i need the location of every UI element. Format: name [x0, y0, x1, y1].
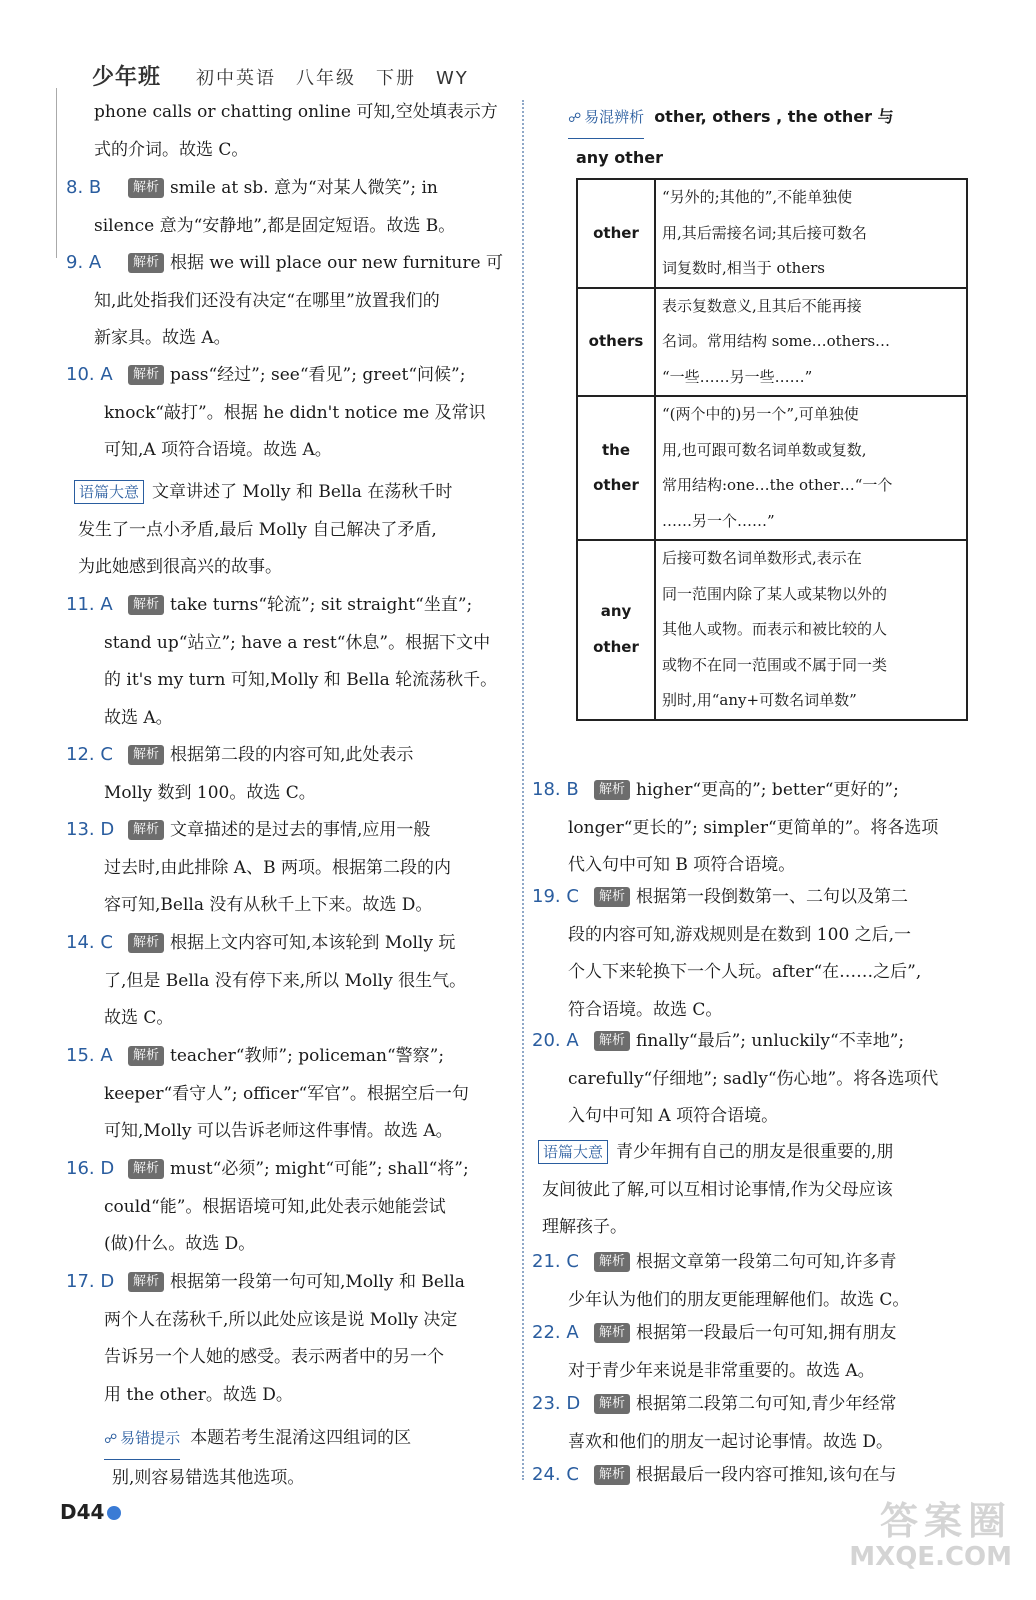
question-number: 23. D	[532, 1393, 581, 1414]
analysis-tag: 解析	[594, 1031, 630, 1051]
analysis-tag: 解析	[128, 178, 164, 198]
page-dot-icon	[107, 1506, 121, 1520]
error-tip	[104, 1420, 514, 1497]
question-number: 10. A	[66, 364, 113, 385]
table-key: any other	[577, 540, 655, 720]
answer-12	[66, 736, 514, 812]
analysis-tag: 解析	[128, 365, 164, 385]
summary-label: 语篇大意	[74, 480, 144, 504]
question-number: 22. A	[532, 1322, 579, 1343]
question-number: 11. A	[66, 594, 113, 615]
answer-text: 故选 C。	[104, 1008, 174, 1028]
analysis-tag: 解析	[128, 595, 164, 615]
answer-11	[66, 586, 514, 737]
brand-logo: 少年班	[92, 64, 162, 90]
answer-text: higher“更高的”; better“更好的”;	[636, 780, 899, 800]
table-row	[577, 288, 967, 397]
table-cell: “另外的;其他的”,不能单独使 用,其后需接名词;其后接可数名 词复数时,相当于 others	[655, 179, 967, 288]
question-number: 13. D	[66, 819, 115, 840]
book-title: 初中英语 八年级 下册 WY	[196, 68, 469, 89]
answer-10	[66, 356, 514, 470]
answer-8	[66, 169, 514, 245]
answer-text: Molly 数到 100。故选 C。	[104, 782, 316, 803]
analysis-tag: 解析	[128, 1159, 164, 1179]
table-row	[577, 396, 967, 540]
answer-text: 根据第一段最后一句可知,拥有朋友	[636, 1323, 897, 1343]
analysis-tag: 解析	[594, 887, 630, 907]
answer-24	[532, 1456, 982, 1495]
analysis-tag: 解析	[128, 820, 164, 840]
analysis-tag: 解析	[594, 1394, 630, 1414]
answer-text: 过去时,由此排除 A、B 两项。根据第二段的内	[104, 857, 451, 878]
answer-16	[66, 1150, 514, 1264]
analysis-tag: 解析	[594, 1465, 630, 1485]
answer-text: 符合语境。故选 C。	[568, 999, 723, 1020]
answer-22	[532, 1314, 982, 1390]
summary-text: 理解孩子。	[542, 1217, 627, 1237]
question-number: 18. B	[532, 779, 579, 800]
question-number: 21. C	[532, 1251, 579, 1272]
tip-text: 本题若考生混淆这四组词的区	[190, 1428, 412, 1448]
answer-text: 根据第二段的内容可知,此处表示	[170, 745, 414, 765]
answer-text: knock“敲打”。根据 he didn't notice me 及常识	[104, 402, 486, 423]
answer-text: 入句中可知 A 项符合语境。	[568, 1106, 779, 1126]
tip-icon: ☍	[104, 1432, 118, 1447]
summary-text: 青少年拥有自己的朋友是很重要的,朋	[616, 1142, 894, 1162]
answer-text: 根据文章第一段第二句可知,许多青	[636, 1252, 897, 1272]
page-number: D44	[60, 1500, 121, 1524]
answer-19	[532, 878, 982, 1029]
table-cell: “(两个中的)另一个”,可单独使 用,也可跟可数名词单数或复数, 常用结构:one…the other…“一个 ……另一个……”	[655, 396, 967, 540]
tip-text: 别,则容易错选其他选项。	[112, 1467, 305, 1488]
answer-text: 根据第一段第一句可知,Molly 和 Bella	[170, 1272, 465, 1292]
answer-text: longer“更长的”; simpler“更简单的”。将各选项	[568, 817, 939, 838]
confuse-title: other, others , the other 与	[654, 107, 894, 126]
answer-text: teacher“教师”; policeman“警察”;	[170, 1046, 445, 1066]
column-divider	[522, 100, 524, 1480]
answer-text: 文章描述的是过去的事情,应用一般	[170, 820, 431, 840]
answer-18	[532, 771, 982, 885]
analysis-tag: 解析	[594, 1252, 630, 1272]
analysis-tag: 解析	[128, 745, 164, 765]
answer-text: 了,但是 Bella 没有停下来,所以 Molly 很生气。	[104, 970, 467, 991]
table-key: other	[577, 179, 655, 288]
answer-text: 对于青少年来说是非常重要的。故选 A。	[568, 1360, 875, 1381]
answer-text: (做)什么。故选 D。	[104, 1234, 256, 1254]
watermark: 答案圈 MXQE.COM	[849, 1499, 1012, 1572]
answer-text: 故选 A。	[104, 707, 173, 728]
error-tip-label: ☍ 易错提示	[104, 1420, 180, 1460]
answer-text: 容可知,Bella 没有从秋千上下来。故选 D。	[104, 895, 433, 915]
question-number: 12. C	[66, 744, 113, 765]
answer-text: 根据第二段第二句可知,青少年经常	[636, 1394, 897, 1414]
table-row	[577, 179, 967, 288]
analysis-tag: 解析	[128, 1272, 164, 1292]
answer-20	[532, 1022, 982, 1136]
question-number: 15. A	[66, 1045, 113, 1066]
table-row	[577, 540, 967, 720]
answer-text: 可知,A 项符合语境。故选 A。	[104, 440, 332, 460]
answer-text: 用 the other。故选 D。	[104, 1384, 293, 1405]
answer-17	[66, 1263, 514, 1414]
answer-text: stand up“站立”; have a rest“休息”。根据下文中	[104, 632, 491, 653]
answer-text: must“必须”; might“可能”; shall“将”;	[170, 1159, 469, 1179]
margin-line	[56, 88, 57, 258]
answer-text: keeper“看守人”; officer“军官”。根据空后一句	[104, 1083, 469, 1104]
answer-text: 知,此处指我们还没有决定“在哪里”放置我们的	[94, 290, 440, 311]
table-key: others	[577, 288, 655, 397]
passage-summary	[538, 1134, 982, 1247]
table-cell: 表示复数意义,且其后不能再接 名词。常用结构 some…others… “一些……另一些……”	[655, 288, 967, 397]
answer-15	[66, 1037, 514, 1151]
answer-text: finally“最后”; unluckily“不幸地”;	[636, 1031, 905, 1051]
question-number: 24. C	[532, 1464, 579, 1485]
cont-line: 式的介词。故选 C。	[94, 139, 249, 160]
answer-text: 喜欢和他们的朋友一起讨论事情。故选 D。	[568, 1431, 894, 1452]
answer-14	[66, 924, 514, 1038]
question-number: 17. D	[66, 1271, 115, 1292]
question-number: 19. C	[532, 886, 579, 907]
answer-9	[66, 244, 514, 358]
answer-13	[66, 811, 514, 925]
confuse-title: any other	[576, 147, 663, 167]
tip-icon: ☍	[568, 111, 582, 126]
table-key: the other	[577, 396, 655, 540]
analysis-tag: 解析	[594, 1323, 630, 1343]
left-column	[94, 94, 514, 169]
analysis-tag: 解析	[128, 253, 164, 273]
answer-text: silence 意为“安静地”,都是固定短语。故选 B。	[94, 215, 456, 236]
question-number: 20. A	[532, 1030, 579, 1051]
question-number: 9. A	[66, 252, 102, 273]
comparison-table	[576, 178, 968, 721]
summary-label: 语篇大意	[538, 1140, 608, 1164]
answer-text: could“能”。根据语境可知,此处表示她能尝试	[104, 1196, 446, 1217]
answer-text: 根据 we will place our new furniture 可	[170, 253, 503, 273]
answer-text: 个人下来轮换下一个人玩。after“在……之后”,	[568, 962, 922, 982]
answer-text: carefully“仔细地”; sadly“伤心地”。将各选项代	[568, 1068, 939, 1089]
analysis-tag: 解析	[594, 780, 630, 800]
question-number: 14. C	[66, 932, 113, 953]
answer-text: 根据上文内容可知,本该轮到 Molly 玩	[170, 933, 456, 953]
answer-text: 告诉另一个人她的感受。表示两者中的另一个	[104, 1347, 444, 1367]
answer-text: 段的内容可知,游戏规则是在数到 100 之后,一	[568, 924, 912, 945]
summary-text: 发生了一点小矛盾,最后 Molly 自己解决了矛盾,	[78, 519, 437, 540]
passage-summary	[74, 474, 514, 587]
summary-text: 为此她感到很高兴的故事。	[78, 557, 282, 577]
answer-23	[532, 1385, 982, 1461]
summary-text: 友间彼此了解,可以互相讨论事情,作为父母应该	[542, 1179, 893, 1200]
answer-text: 可知,Molly 可以告诉老师这件事情。故选 A。	[104, 1121, 453, 1141]
answer-text: smile at sb. 意为“对某人微笑”; in	[170, 178, 438, 198]
answer-text: take turns“轮流”; sit straight“坐直”;	[170, 595, 473, 615]
answer-text: 根据最后一段内容可推知,该句在与	[636, 1465, 897, 1485]
answer-text: 两个人在荡秋千,所以此处应该是说 Molly 决定	[104, 1309, 458, 1330]
cont-line: phone calls or chatting online 可知,空处填表示方	[94, 102, 498, 122]
question-number: 8. B	[66, 177, 102, 198]
answer-21	[532, 1243, 982, 1319]
answer-text: 的 it's my turn 可知,Molly 和 Bella 轮流荡秋千。	[104, 670, 498, 690]
confuse-section	[568, 98, 974, 177]
answer-text: 代入句中可知 B 项符合语境。	[568, 855, 796, 875]
confuse-label: ☍ 易混辨析	[568, 99, 644, 139]
analysis-tag: 解析	[128, 1046, 164, 1066]
answer-text: 新家具。故选 A。	[94, 328, 231, 348]
answer-text: 少年认为他们的朋友更能理解他们。故选 C。	[568, 1289, 910, 1310]
question-number: 16. D	[66, 1158, 115, 1179]
answer-text: 根据第一段倒数第一、二句以及第二	[636, 887, 909, 907]
analysis-tag: 解析	[128, 933, 164, 953]
summary-text: 文章讲述了 Molly 和 Bella 在荡秋千时	[152, 482, 453, 502]
table-cell: 后接可数名词单数形式,表示在 同一范围内除了某人或某物以外的 其他人或物。而表示和被比较的人 或物不在同一范围或不属于同一类 别时,用“any+可数名词单数”	[655, 540, 967, 720]
answer-text: pass“经过”; see“看见”; greet“问候”;	[170, 365, 466, 385]
